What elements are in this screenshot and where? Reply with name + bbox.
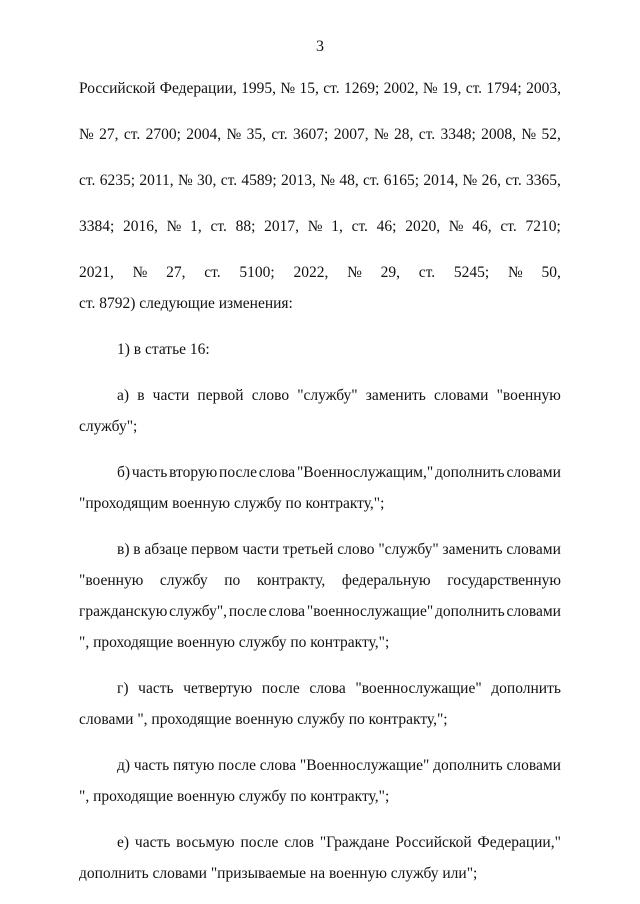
word: ст. [465,80,483,97]
word: "военную [79,572,144,589]
word: ст. [210,218,227,235]
word: 6165; [383,172,420,189]
word: 46; [376,218,397,235]
word: "военную [496,387,561,404]
word: 2002, [383,80,419,97]
word: после [240,834,279,851]
word: государственную [447,572,561,589]
word: части [242,541,279,558]
word: 2003, [526,80,561,97]
word: г) [117,680,129,697]
word: № [280,80,296,97]
word: № [373,126,389,143]
word: 27, [166,264,186,281]
word: 3607; [293,126,329,143]
word: ст. [204,264,221,281]
word: а) [117,387,130,404]
word: ст. [418,126,436,143]
word: "Граждане [319,834,390,851]
word: ст. [500,218,517,235]
word: слово [337,541,375,558]
word: ст. [79,172,96,189]
word: 5100; [239,264,275,281]
word: слова [309,680,346,697]
word: "Военнослужащие" [299,757,430,774]
word: № [521,126,537,143]
word: заменить [442,541,503,558]
word: 1995, [241,80,277,97]
word: словами [506,541,561,558]
word: № [307,218,323,235]
word: ст. [418,264,436,281]
paragraph-v-line [79,534,561,565]
word: слова [259,757,297,774]
word: часть [133,757,170,774]
word: в [133,541,141,558]
word: контракту, [256,572,326,589]
word: 52, [541,126,561,143]
word: 27, [99,126,119,143]
paragraph-b-line: "проходящим военную службу по контракту,"; [79,495,385,512]
word: ст. [123,126,141,143]
word: № [132,264,148,281]
paragraph-b-line [79,457,561,488]
word: № [320,172,336,189]
word: после [261,680,300,697]
word: 50, [541,264,561,281]
document-body [79,73,561,889]
paragraph-d-line [79,750,561,781]
word: 48, [339,172,359,189]
word: № [166,218,182,235]
word: дополнить [433,757,503,774]
word: 1, [190,218,202,235]
word: 2017, [264,218,299,235]
word: 88; [235,218,256,235]
word: службу [159,572,208,589]
word: часть [134,834,171,851]
paragraph-g-line [79,673,561,704]
word: № [79,126,94,143]
word: б) [117,464,131,481]
word: службу", [169,603,228,620]
word: федеральную [341,572,431,589]
word: № [462,172,478,189]
word: ст. [220,172,238,189]
word: 2013, [281,172,316,189]
word: абзаце [144,541,188,558]
word: 3348; [440,126,476,143]
word: 2004, [186,126,222,143]
word: часть [131,464,168,481]
text-line [79,257,561,288]
word: Российской [395,834,472,851]
word: слова [268,603,306,620]
word: ст. [271,126,288,143]
word: дополнить [491,680,561,697]
word: 29, [380,264,401,281]
word: № [177,172,193,189]
word: 2021, [79,264,114,281]
paragraph-v-line [79,565,561,596]
word: "службу" [297,387,358,404]
word: 2020, [405,218,441,235]
word: "службу" [378,541,439,558]
word: третьей [282,541,334,558]
word: после [219,464,257,481]
word: 2014, [423,172,459,189]
word: "Военнослужащим," [296,464,434,481]
word: 28, [394,126,414,143]
paragraph-v-line [79,596,561,627]
word: 3365, [526,172,561,189]
word: в) [117,541,130,558]
word: пятую [173,757,215,774]
paragraph-a-line: службу"; [79,418,138,435]
word: после [218,757,257,774]
word: по [224,572,241,589]
word: часть [138,680,174,697]
word: 1, [331,218,343,235]
word: словами [434,387,489,404]
word: 2008, [481,126,517,143]
word: 19, [441,80,462,97]
page-number: 3 [316,38,324,55]
word: словами [506,603,561,620]
word: ст. [351,218,368,235]
word: ст. [505,172,522,189]
word: 4589; [241,172,277,189]
word: 30, [197,172,217,189]
word: заменить [365,387,426,404]
paragraph-v-line: ", проходящие военную службу по контракту,"; [79,634,390,651]
word: 35, [246,126,266,143]
word: 26, [481,172,502,189]
word: 3384; [79,218,115,235]
word: № [226,126,242,143]
word: 2022, [293,264,329,281]
word: Российской [79,80,156,97]
word: первой [197,387,244,404]
word: е) [117,834,130,851]
word: 2700; [145,126,181,143]
list-item-heading: 1) в статье 16: [117,341,210,358]
word: № [422,80,438,97]
word: № [347,264,362,281]
word: 46, [472,218,492,235]
word: слово [251,387,290,404]
word: четвертую [183,680,253,697]
word: части [152,387,190,404]
word: 6235; [99,172,135,189]
word: словами [506,464,561,481]
word: слов [284,834,314,851]
word: № [448,218,464,235]
word: словами [506,757,561,774]
word: Федерации, [159,80,237,97]
word: гражданскую [79,603,168,620]
word: 1794; [486,80,522,97]
text-line [79,73,561,104]
word: слова [258,464,296,481]
word: после [228,603,267,620]
word: первом [191,541,239,558]
word: ст. [323,80,340,97]
text-line: ст. 8792) следующие изменения: [79,295,293,312]
word: дополнить [434,464,505,481]
paragraph-g-line: словами ", проходящие военную службу по контракту,"; [79,711,448,728]
text-line [79,211,561,242]
word: ст. [363,172,380,189]
word: дополнить [435,603,505,620]
word: восьмую [176,834,235,851]
text-line [79,119,561,150]
word: 2007, [333,126,369,143]
text-line [79,165,561,196]
word: 1269; [343,80,380,97]
word: д) [117,757,131,774]
word: в [137,387,145,404]
word: вторую [169,464,218,481]
word: 2011, [139,172,174,189]
paragraph-a-line [79,380,561,411]
word: 15, [299,80,319,97]
paragraph-e-line: дополнить словами "призываемые на военную службу или"; [79,865,478,882]
word: "военнослужащие" [306,603,434,620]
word: 5245; [453,264,490,281]
paragraph-e-line [79,827,561,858]
word: 7210; [525,218,561,235]
word: № [507,264,523,281]
paragraph-d-line: ", проходящие военную службу по контракту,"; [79,788,390,805]
word: Федерации," [477,834,561,851]
word: 2016, [123,218,158,235]
word: "военнослужащие" [355,680,482,697]
